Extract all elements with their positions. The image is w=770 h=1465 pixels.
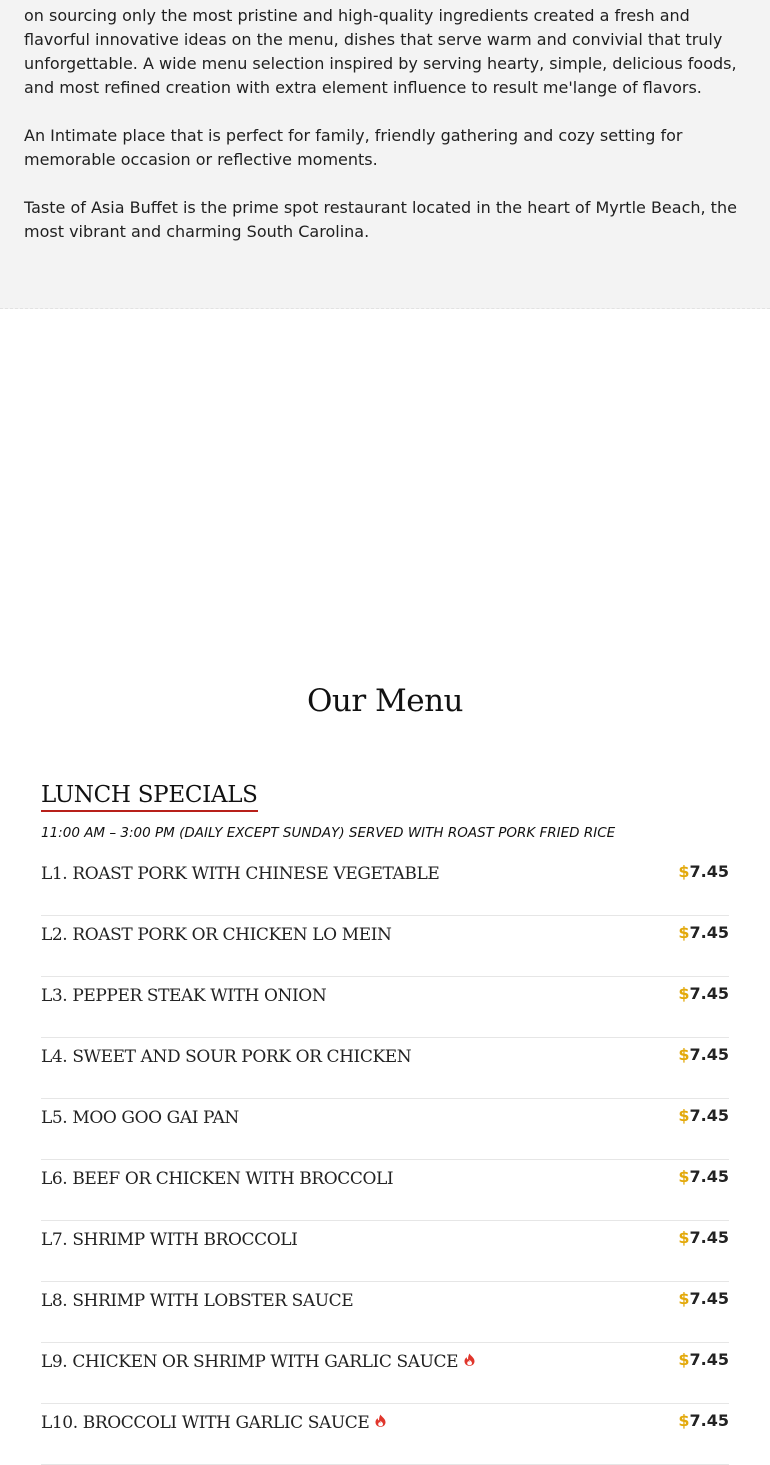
menu-item-name bbox=[41, 1289, 353, 1313]
about-text bbox=[24, 4, 750, 268]
menu-item[interactable] bbox=[41, 1404, 729, 1465]
menu-item-name bbox=[41, 1411, 386, 1435]
price-amount: 7.45 bbox=[689, 1106, 729, 1125]
menu-item-price bbox=[678, 1165, 729, 1189]
menu-item-label: L7. SHRIMP WITH BROCCOLI bbox=[41, 1230, 298, 1250]
currency-symbol: $ bbox=[678, 1167, 690, 1186]
menu-item-list bbox=[41, 856, 729, 1465]
price-amount: 7.45 bbox=[689, 1289, 729, 1308]
currency-symbol: $ bbox=[678, 1289, 690, 1308]
menu-item[interactable] bbox=[41, 1282, 729, 1343]
menu-item[interactable] bbox=[41, 1099, 729, 1160]
menu-item-label: L1. ROAST PORK WITH CHINESE VEGETABLE bbox=[41, 864, 440, 884]
menu-item[interactable] bbox=[41, 977, 729, 1038]
about-section bbox=[0, 0, 770, 309]
price-amount: 7.45 bbox=[689, 984, 729, 1003]
menu-category-lunch-specials bbox=[41, 781, 729, 1465]
price-amount: 7.45 bbox=[689, 862, 729, 881]
menu-item-name bbox=[41, 923, 392, 947]
menu-item-label: L9. CHICKEN OR SHRIMP WITH GARLIC SAUCE bbox=[41, 1352, 459, 1372]
flame-icon bbox=[375, 1414, 386, 1427]
menu-item-price bbox=[678, 1104, 729, 1128]
currency-symbol: $ bbox=[678, 1411, 690, 1430]
category-title: LUNCH SPECIALS bbox=[41, 781, 258, 812]
menu-item-name bbox=[41, 1167, 393, 1191]
menu-item-name bbox=[41, 984, 326, 1008]
menu-item-price bbox=[678, 982, 729, 1006]
menu-item-name bbox=[41, 1350, 475, 1374]
currency-symbol: $ bbox=[678, 1045, 690, 1064]
currency-symbol: $ bbox=[678, 984, 690, 1003]
menu-item[interactable] bbox=[41, 1038, 729, 1099]
menu-item-label: L6. BEEF OR CHICKEN WITH BROCCOLI bbox=[41, 1169, 394, 1189]
flame-icon bbox=[464, 1353, 475, 1366]
menu-item-label: L8. SHRIMP WITH LOBSTER SAUCE bbox=[41, 1291, 354, 1311]
menu-item-price bbox=[678, 1226, 729, 1250]
menu-item-price bbox=[678, 1409, 729, 1433]
menu-item-price bbox=[678, 860, 729, 884]
menu-item-label: L2. ROAST PORK OR CHICKEN LO MEIN bbox=[41, 925, 392, 945]
category-note: 11:00 AM – 3:00 PM (DAILY EXCEPT SUNDAY) SERVED WITH ROAST PORK FRIED RICE bbox=[41, 825, 616, 841]
menu-item-name bbox=[41, 862, 439, 886]
menu-item-price bbox=[678, 921, 729, 945]
price-amount: 7.45 bbox=[689, 923, 729, 942]
menu-item-name bbox=[41, 1045, 411, 1069]
menu-item[interactable] bbox=[41, 1160, 729, 1221]
about-paragraph-1: on sourcing only the most pristine and high-quality ingredients created a fresh and flavorful innovative ideas on the menu, dishes that serve warm and convivial that truly unforgettable. A wide menu selection inspired by serving hearty, simple, delicious foods, and most refined creation with extra element influence to result me'lange of flavors. bbox=[24, 6, 737, 97]
menu-title: Our Menu bbox=[306, 683, 464, 719]
menu-item-label: L10. BROCCOLI WITH GARLIC SAUCE bbox=[41, 1413, 370, 1433]
menu-item[interactable] bbox=[41, 1343, 729, 1404]
menu-item[interactable] bbox=[41, 916, 729, 977]
currency-symbol: $ bbox=[678, 1106, 690, 1125]
price-amount: 7.45 bbox=[689, 1411, 729, 1430]
menu-item-price bbox=[678, 1287, 729, 1311]
menu-item-label: L4. SWEET AND SOUR PORK OR CHICKEN bbox=[41, 1047, 412, 1067]
about-paragraph-3: Taste of Asia Buffet is the prime spot restaurant located in the heart of Myrtle Beach, the most vibrant and charming South Carolina. bbox=[24, 198, 737, 241]
currency-symbol: $ bbox=[678, 1350, 690, 1369]
menu-item[interactable] bbox=[41, 856, 729, 916]
currency-symbol: $ bbox=[678, 1228, 690, 1247]
price-amount: 7.45 bbox=[689, 1045, 729, 1064]
menu-item-price bbox=[678, 1348, 729, 1372]
menu-item-name bbox=[41, 1106, 239, 1130]
menu-item-price bbox=[678, 1043, 729, 1067]
menu-item-label: L5. MOO GOO GAI PAN bbox=[41, 1108, 239, 1128]
menu-item-name bbox=[41, 1228, 298, 1252]
currency-symbol: $ bbox=[678, 862, 690, 881]
price-amount: 7.45 bbox=[689, 1350, 729, 1369]
price-amount: 7.45 bbox=[689, 1228, 729, 1247]
price-amount: 7.45 bbox=[689, 1167, 729, 1186]
currency-symbol: $ bbox=[678, 923, 690, 942]
menu-item[interactable] bbox=[41, 1221, 729, 1282]
about-paragraph-2: An Intimate place that is perfect for family, friendly gathering and cozy setting for memorable occasion or reflective moments. bbox=[24, 126, 683, 169]
menu-item-label: L3. PEPPER STEAK WITH ONION bbox=[41, 986, 327, 1006]
